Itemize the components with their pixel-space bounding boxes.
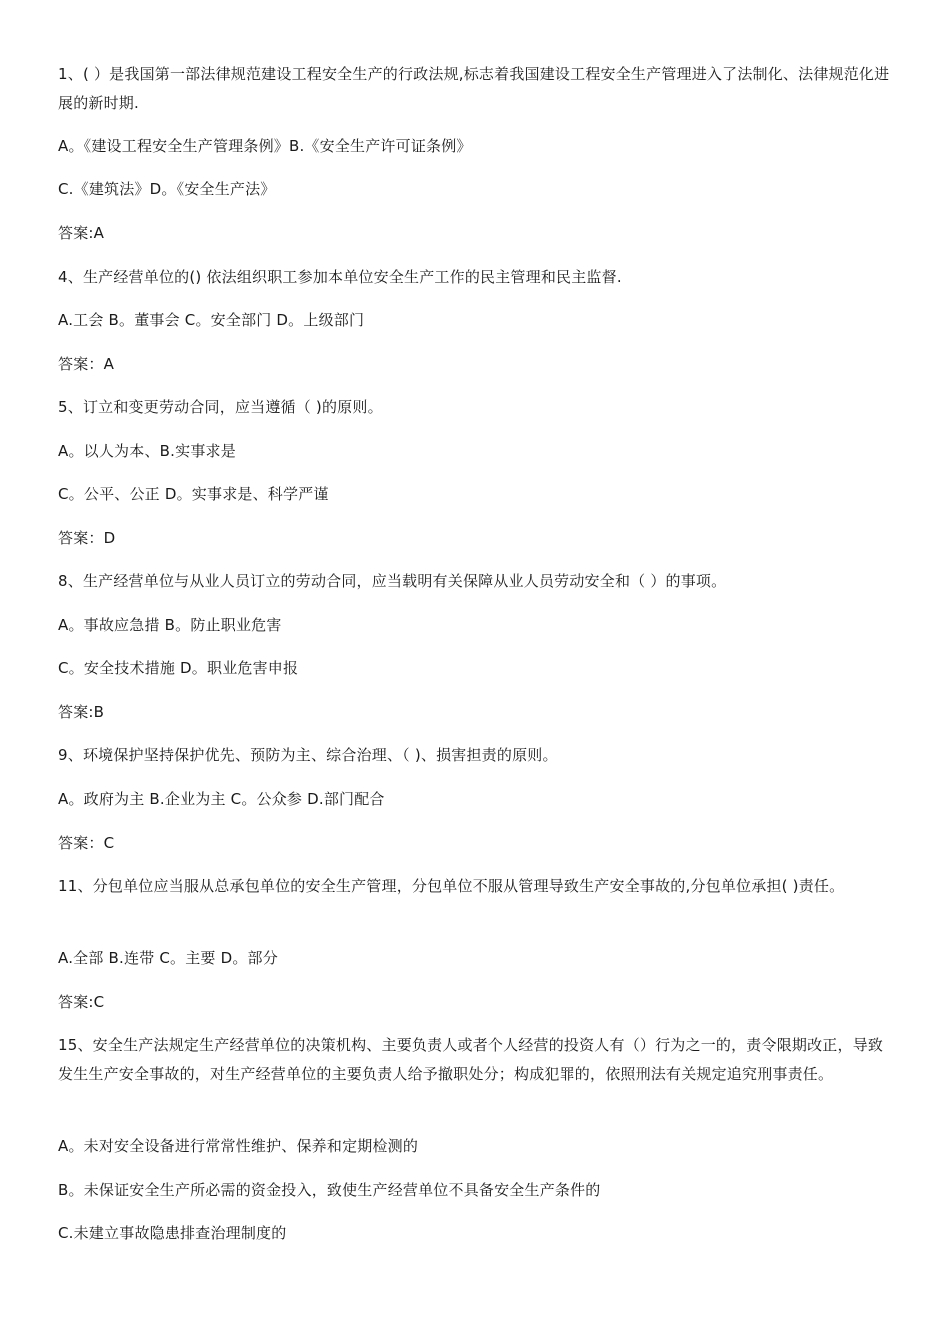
q4-options-line-1: A.工会 B。董事会 C。安全部门 D。上级部门	[58, 311, 365, 329]
q11-options-line-1: A.全部 B.连带 C。主要 D。部分	[58, 949, 278, 967]
q11-answer: 答案:C	[58, 993, 105, 1011]
q8-answer: 答案:B	[58, 703, 105, 721]
q1-options-line-1: A。《建设工程安全生产管理条例》B.《安全生产许可证条例》	[58, 137, 472, 155]
q5-answer: 答案：D	[58, 529, 116, 547]
q8-options-line-1: A。事故应急措 B。防止职业危害	[58, 616, 282, 634]
q9-answer: 答案：C	[58, 834, 115, 852]
q4-answer: 答案：A	[58, 355, 115, 373]
q1-stem: 1、( ）是我国第一部法律规范建设工程安全生产的行政法规,标志着我国建设工程安全生产管理进入了法制化、法律规范化进展的新时期.	[58, 65, 890, 112]
q8-options-line-2: C。安全技术措施 D。职业危害申报	[58, 659, 299, 677]
q4-stem: 4、生产经营单位的() 依法组织职工参加本单位安全生产工作的民主管理和民主监督.	[58, 268, 622, 286]
q5-options-line-1: A。以人为本、B.实事求是	[58, 442, 236, 460]
q11-stem: 11、分包单位应当服从总承包单位的安全生产管理，分包单位不服从管理导致生产安全事故的,分包单位承担( )责任。	[58, 877, 845, 895]
q1-options-line-2: C.《建筑法》D。《安全生产法》	[58, 180, 276, 198]
q15-option-b: B。未保证安全生产所必需的资金投入，致使生产经营单位不具备安全生产条件的	[58, 1181, 601, 1199]
q5-options-line-2: C。公平、公正 D。实事求是、科学严谨	[58, 485, 329, 503]
q8-stem: 8、生产经营单位与从业人员订立的劳动合同，应当载明有关保障从业人员劳动安全和（ ）的事项。	[58, 572, 727, 590]
q15-option-c: C.未建立事故隐患排查治理制度的	[58, 1224, 287, 1242]
q9-options-line-1: A。政府为主 B.企业为主 C。公众参 D.部门配合	[58, 790, 385, 808]
q9-stem: 9、环境保护坚持保护优先、预防为主、综合治理、（ )、损害担责的原则。	[58, 746, 558, 764]
q15-stem: 15、安全生产法规定生产经营单位的决策机构、主要负责人或者个人经营的投资人有（）行为之一的，责令限期改正，导致发生生产安全事故的，对生产经营单位的主要负责人给予撤职处分；构成犯罪的，依照刑法有关规定追究刑事责任。	[58, 1036, 884, 1083]
q1-answer: 答案:A	[58, 224, 105, 242]
q5-stem: 5、订立和变更劳动合同，应当遵循（ )的原则。	[58, 398, 383, 416]
q15-option-a: A。未对安全设备进行常常性维护、保养和定期检测的	[58, 1137, 419, 1155]
